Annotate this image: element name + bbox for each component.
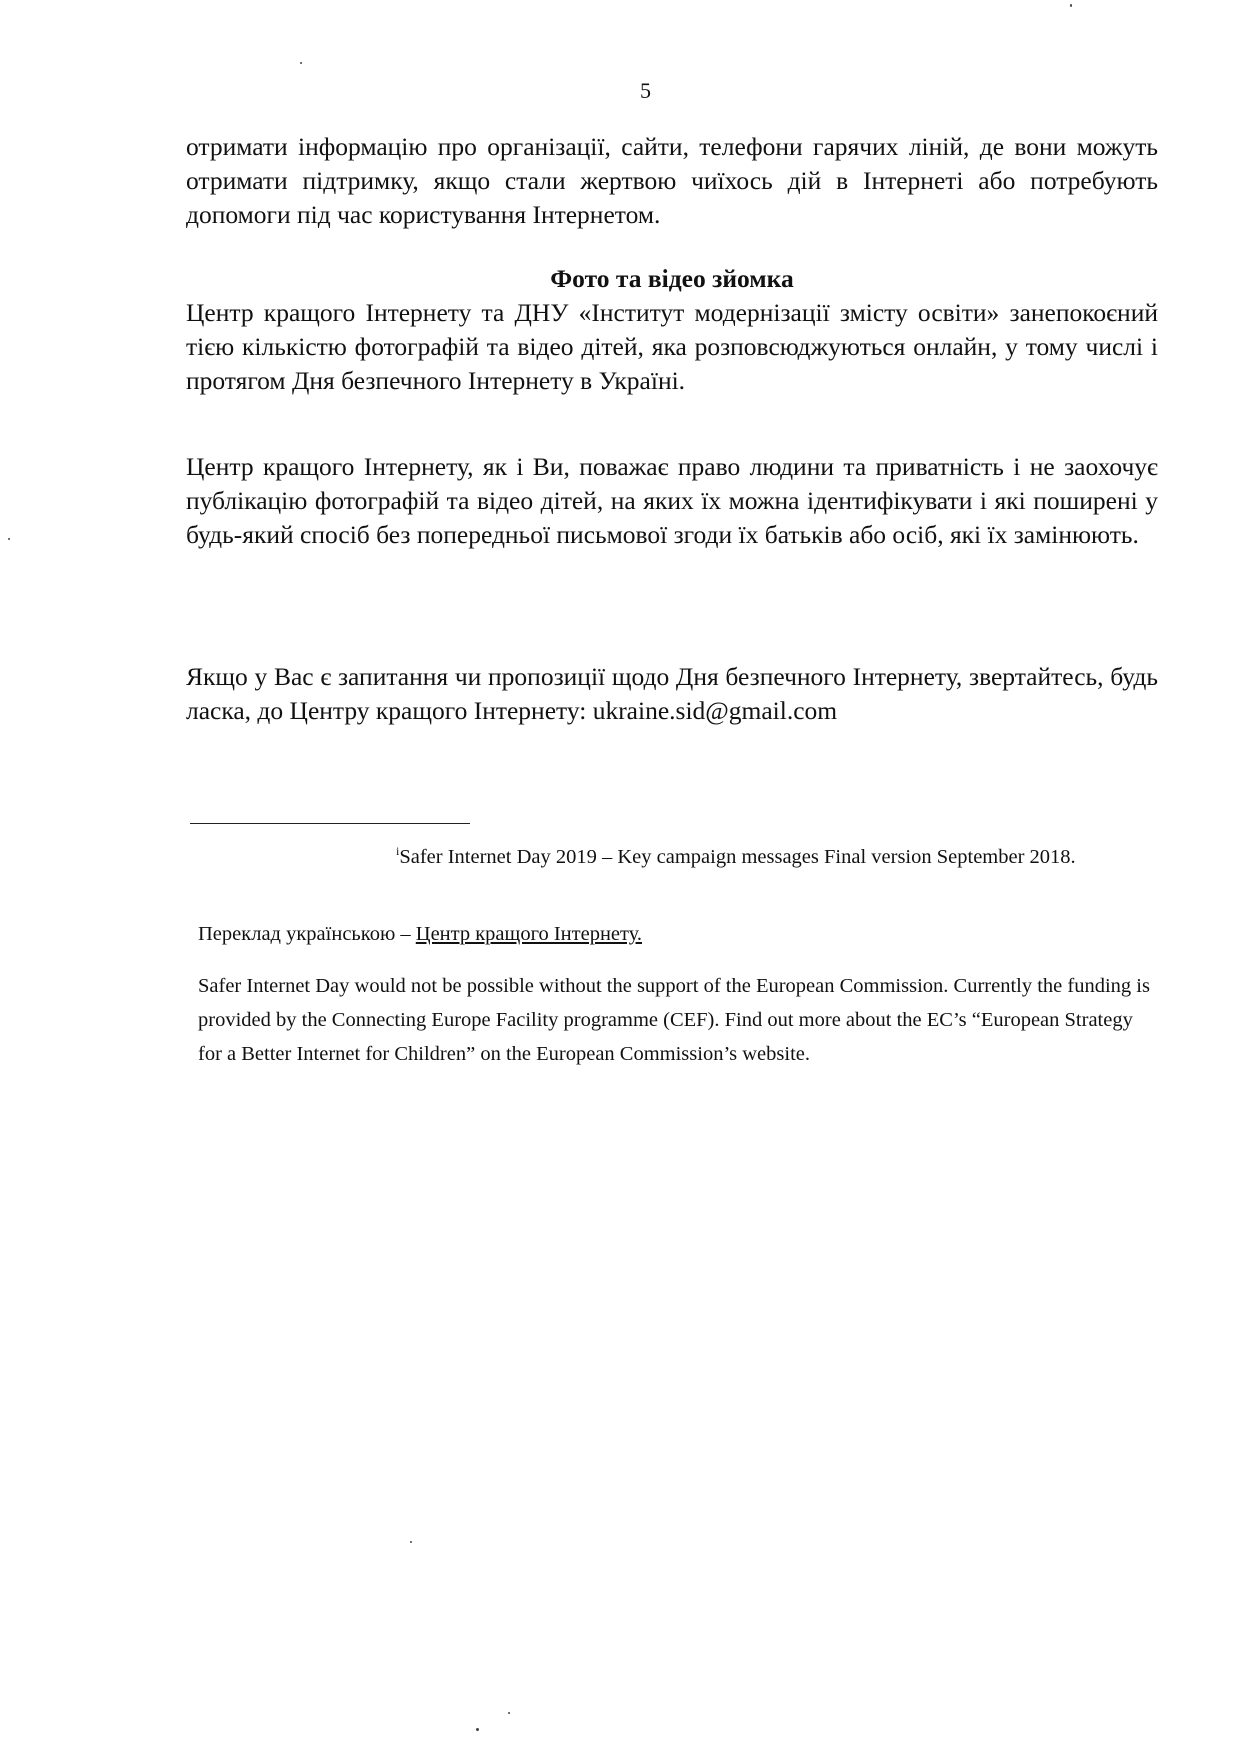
footnote-divider	[190, 823, 470, 824]
scan-speck	[8, 538, 10, 540]
scan-speck	[476, 1728, 479, 1731]
section-heading: Фото та відео зйомка	[550, 264, 794, 293]
translation-prefix: Переклад українською –	[198, 922, 416, 945]
scan-speck	[410, 1541, 412, 1543]
scan-speck	[1070, 4, 1072, 7]
footnote-source	[396, 840, 1240, 874]
translation-link[interactable]: Центр кращого Інтернету.	[415, 922, 643, 945]
footnote-translation	[198, 917, 1158, 951]
paragraph-contact: Якщо у Вас є запитання чи пропозиції щодо Дня безпечного Інтернету, звертайтесь, будь ласка, до Центру кращого Інтернету: ukraine.sid@gmail.com	[186, 662, 1158, 725]
scan-speck	[508, 1712, 510, 1714]
paragraph-support-info: отримати інформацію про організації, сайти, телефони гарячих ліній, де вони можуть отримати підтримку, якщо стали жертвою чиїхось дій в Інтернеті або потребують допомоги під час користування Інтернетом.	[186, 132, 1158, 229]
footnote-marker: i	[396, 844, 400, 859]
scan-speck	[300, 62, 302, 64]
paragraph-privacy: Центр кращого Інтернету, як і Ви, поважає право людини та приватність і не заохочує публікацію фотографій та відео дітей, на яких їх можна ідентифікувати і які поширені у будь-який спосіб без попередньої письмової згоди їх батьків або осіб, які їх замінюють.	[186, 452, 1158, 549]
page-number: 5	[640, 78, 651, 103]
footnote-funding: Safer Internet Day would not be possible without the support of the European Commission. Currently the funding is provided by the Connecting Europe Facility programme (CEF). Find out more about the EC’s “European Strategy for a Better Internet for Children” on the European Commission’s website.	[198, 974, 1150, 1065]
footnote-source-text: Safer Internet Day 2019 – Key campaign messages Final version September 2018.	[399, 846, 1076, 868]
paragraph-photo-concern: Центр кращого Інтернету та ДНУ «Інститут модернізації змісту освіти» занепокоєний тією кількістю фотографій та відео дітей, яка розповсюджуються онлайн, у тому числі і протягом Дня безпечного Інтернету в Україні.	[186, 298, 1158, 395]
